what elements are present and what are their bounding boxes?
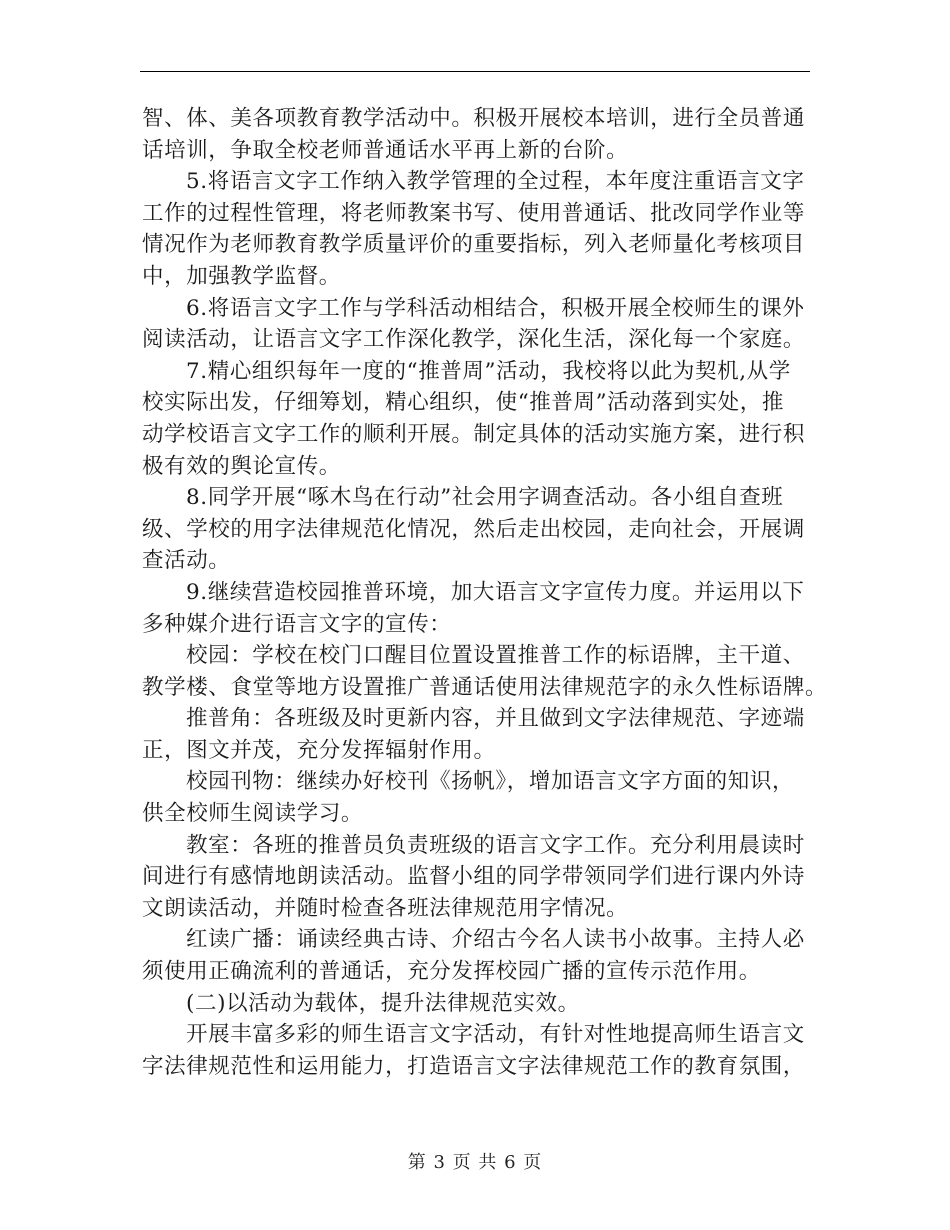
text-line: 5.将语言文字工作纳入教学管理的全过程，本年度注重语言文字 <box>186 169 805 195</box>
text-line: 正，图文并茂，充分发挥辐射作用。 <box>142 737 496 763</box>
text-line: 话培训，争取全校老师普通话水平再上新的台阶。 <box>142 137 629 163</box>
text-line: 级、学校的用字法律规范化情况，然后走出校园，走向社会，开展调 <box>142 516 806 542</box>
text-line: 8.同学开展“啄木鸟在行动”社会用字调查活动。各小组自查班 <box>186 485 784 511</box>
text-line: 阅读活动，让语言文字工作深化教学，深化生活，深化每一个家庭。 <box>142 327 806 353</box>
text-line: 多种媒介进行语言文字的宣传： <box>142 611 452 637</box>
text-line: 供全校师生阅读学习。 <box>142 801 364 827</box>
text-line: 情况作为老师教育教学质量评价的重要指标，列入老师量化考核项目 <box>142 232 806 258</box>
text-line: 校园刊物：继续办好校刊《扬帆》，增加语言文字方面的知识， <box>186 769 795 795</box>
text-line: 教室：各班的推普员负责班级的语言文字工作。充分利用晨读时 <box>186 832 805 858</box>
text-line: 文朗读活动，并随时检查各班法律规范用字情况。 <box>142 895 629 921</box>
text-line: 动学校语言文字工作的顺利开展。制定具体的活动实施方案，进行积 <box>142 421 806 447</box>
text-line: 校实际出发，仔细筹划，精心组织，使“推普周”活动落到实处，推 <box>142 390 784 416</box>
text-line: 开展丰富多彩的师生语言文字活动，有针对性地提高师生语言文 <box>186 1022 805 1048</box>
text-line: 查活动。 <box>142 548 231 574</box>
text-line: 极有效的舆论宣传。 <box>142 453 341 479</box>
text-line: 教学楼、食堂等地方设置推广普通话使用法律规范字的永久性标语牌。 <box>142 674 828 700</box>
text-line: 中，加强教学监督。 <box>142 263 341 289</box>
header-rule <box>140 71 810 72</box>
text-line: 智、体、美各项教育教学活动中。积极开展校本培训，进行全员普通 <box>142 106 806 131</box>
text-line: 推普角：各班级及时更新内容，并且做到文字法律规范、字迹端 <box>186 706 805 732</box>
text-line: 红读广播：诵读经典古诗、介绍古今名人读书小故事。主持人必 <box>186 927 805 953</box>
page-number: 第 3 页 共 6 页 <box>407 1152 543 1173</box>
text-line: 字法律规范性和运用能力，打造语言文字法律规范工作的教育氛围， <box>142 1053 806 1079</box>
text-line: 工作的过程性管理，将老师教案书写、使用普通话、批改同学作业等 <box>142 200 806 226</box>
text-line: 9.继续营造校园推普环境，加大语言文字宣传力度。并运用以下 <box>186 579 805 605</box>
text-line: 须使用正确流利的普通话，充分发挥校园广播的宣传示范作用。 <box>142 959 761 985</box>
text-line: (二)以活动为载体，提升法律规范实效。 <box>186 990 580 1016</box>
text-line: 校园：学校在校门口醒目位置设置推普工作的标语牌，主干道、 <box>186 643 805 669</box>
text-line: 间进行有感情地朗读活动。监督小组的同学带领同学们进行课内外诗 <box>142 864 806 890</box>
text-line: 7.精心组织每年一度的“推普周”活动，我校将以此为契机,从学 <box>186 358 791 384</box>
text-line: 6.将语言文字工作与学科活动相结合，积极开展全校师生的课外 <box>186 295 805 321</box>
document-body <box>142 103 828 1082</box>
